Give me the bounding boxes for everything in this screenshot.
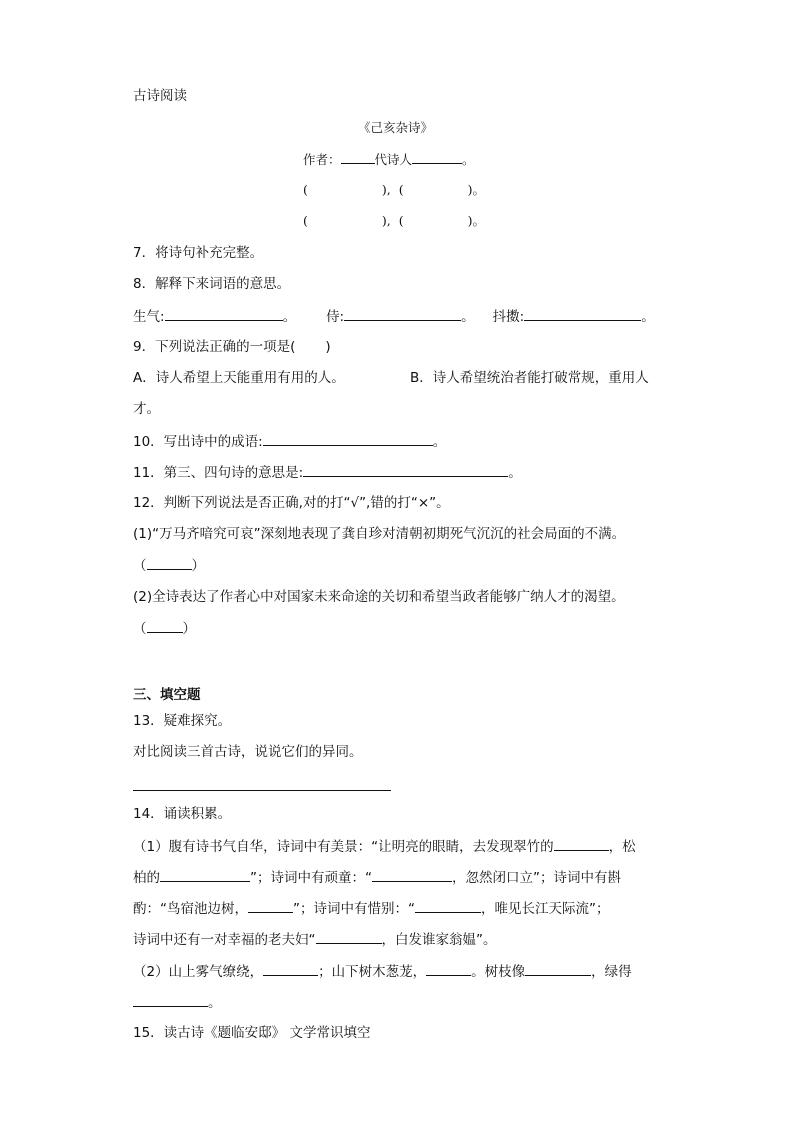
term-3-blank[interactable] [524, 306, 641, 321]
question-14: 14．诵读积累。 [133, 806, 232, 822]
q11-text: 11．第三、四句诗的意思是: [133, 465, 304, 481]
paren-mid: ), ( [381, 182, 404, 197]
term-1-blank[interactable] [165, 306, 283, 321]
paren-open: ( [303, 213, 308, 228]
q14-line-4 [133, 929, 497, 950]
q9-stem: 9．下列说法正确的一项是( [133, 339, 296, 355]
q9-stem-close: ) [325, 339, 331, 355]
q9-option-b-cont: 才。 [133, 401, 160, 417]
q11-end: 。 [508, 465, 522, 481]
q12-blank-1[interactable] [147, 555, 192, 570]
question-10 [133, 431, 446, 452]
term-2-blank[interactable] [344, 306, 461, 321]
q13-answer-line[interactable] [133, 790, 391, 791]
q14-p1a: （1）腹有诗书气自华，诗词中有美景：“让明亮的眼睛，去发现翠竹的 [133, 839, 554, 855]
q9-option-b[interactable]: B．诗人希望统治者能打破常规，重用人 [410, 370, 649, 386]
question-15: 15．读古诗《题临安邸》 文学常识填空 [133, 1025, 371, 1041]
q14-p1d-start: 诗词中还有一对幸福的老夫妇“ [133, 932, 316, 948]
q11-blank[interactable] [303, 462, 508, 477]
q14-line-5 [133, 961, 632, 982]
q14-line-2 [133, 867, 621, 888]
poem-title: 《己亥杂诗》 [358, 120, 434, 135]
question-8-terms [133, 306, 655, 327]
q12-answer-1 [133, 555, 205, 576]
q14-p1c-end: ，唯见长江天际流”； [481, 901, 610, 917]
q10-end: 。 [432, 434, 447, 450]
q14-p1c-start: 酌：“鸟宿池边树， [133, 901, 248, 917]
term-2: 侍: [326, 309, 345, 325]
q14-p1c-mid: ”；诗词中有惜别：“ [293, 901, 415, 917]
sep: 。 [282, 309, 297, 325]
q14-blank-4[interactable] [248, 898, 293, 913]
paren-close: ） [182, 621, 196, 637]
q14-blank-7[interactable] [263, 961, 318, 976]
q14-p1b-mid: ”；诗词中有顽童：“ [250, 870, 372, 886]
poem-line-2 [303, 211, 485, 231]
q12-answer-2 [133, 618, 196, 639]
paren-open: ( [303, 182, 308, 197]
q14-p1d-end: ，白发谁家翁媪”。 [381, 932, 497, 948]
question-13: 13．疑难探究。 [133, 713, 232, 729]
question-9 [133, 337, 331, 357]
question-12: 12．判断下列说法是否正确,对的打“√”,错的打“×”。 [133, 495, 450, 511]
q14-p1a-end: ，松 [608, 839, 636, 855]
paren-close: )。 [467, 182, 485, 197]
question-11 [133, 462, 522, 483]
q14-line-6 [133, 992, 222, 1013]
q10-blank[interactable] [263, 431, 433, 446]
dynasty-blank[interactable] [341, 149, 375, 164]
poem-author-line [303, 149, 475, 170]
author-end: 。 [462, 152, 475, 167]
paren-open: （ [133, 558, 147, 574]
q14-blank-1[interactable] [554, 836, 609, 851]
question-7: 7．将诗句补充完整。 [133, 245, 264, 261]
q14-p1b-start: 柏的 [133, 870, 160, 886]
section-3-heading: 三、填空题 [133, 687, 201, 703]
section-label: 古诗阅读 [133, 88, 187, 104]
author-mid: 代诗人 [374, 152, 413, 167]
q14-blank-2[interactable] [160, 867, 250, 882]
q9-option-a[interactable]: A．诗人希望上天能重用有用的人。 [133, 370, 345, 386]
q14-p2a-end: ，绿得 [591, 964, 632, 980]
q14-blank-8[interactable] [426, 961, 471, 976]
paren-close: ） [191, 558, 205, 574]
q14-blank-3[interactable] [372, 867, 452, 882]
q14-line-3 [133, 898, 610, 919]
question-13-text: 对比阅读三首古诗，说说它们的异同。 [133, 744, 363, 760]
term-3: 抖擞: [492, 309, 525, 325]
q14-blank-9[interactable] [525, 961, 591, 976]
q10-text: 10．写出诗中的成语: [133, 434, 263, 450]
sep: 。 [641, 309, 655, 325]
q14-blank-5[interactable] [415, 898, 481, 913]
q14-blank-10[interactable] [133, 992, 208, 1007]
q14-p1b-end: ，忽然闭口立”；诗词中有斟 [452, 870, 621, 886]
q14-p2a-mid2: 。树枝像 [471, 964, 526, 980]
paren-mid: ), ( [381, 213, 404, 228]
term-1: 生气: [133, 309, 165, 325]
paren-close: )。 [467, 213, 485, 228]
q14-p2a-start: （2）山上雾气缭绕， [133, 964, 264, 980]
paren-open: （ [133, 621, 147, 637]
q14-line-1 [133, 836, 636, 857]
q14-p2b-end: 。 [208, 995, 222, 1011]
q14-blank-6[interactable] [316, 929, 382, 944]
q12-statement-1: (1)“万马齐喑究可哀”深刻地表现了龚自珍对清朝初期死气沉沉的社会局面的不满。 [133, 526, 626, 542]
poem-line-1 [303, 180, 485, 200]
q12-blank-2[interactable] [147, 618, 183, 633]
author-prefix: 作者： [303, 152, 341, 167]
q14-p2a-mid1: ；山下树木葱茏， [318, 964, 427, 980]
q12-statement-2: (2)全诗表达了作者心中对国家未来命途的关切和希望当政者能够广纳人才的渴望。 [133, 589, 625, 605]
sep: 。 [461, 309, 475, 325]
question-8: 8．解释下来词语的意思。 [133, 276, 291, 292]
poet-blank[interactable] [412, 149, 462, 164]
